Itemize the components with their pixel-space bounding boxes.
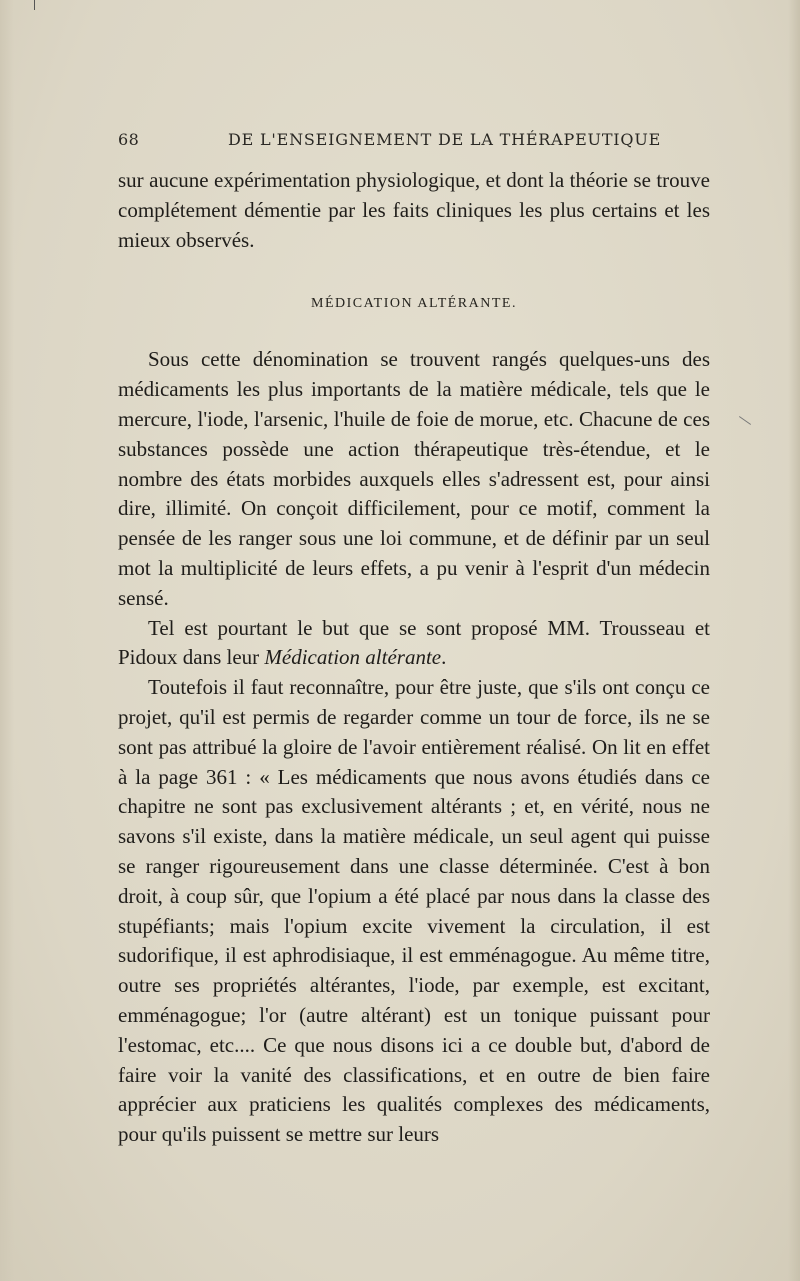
scan-mark: [739, 416, 751, 425]
body-text: [118, 166, 710, 1150]
paragraph: [118, 614, 710, 674]
page-right-shadow: [788, 0, 800, 1281]
paragraph-text: .: [441, 645, 447, 670]
paragraph: Toutefois il faut reconnaître, pour être juste, que s'ils ont conçu ce projet, qu'il est permis de regarder comme un tour de force, ils ne se sont pas attribué la gloire de l'avoir entièrement réalisé. On lit en effet à la page 361 : « Les médicaments que nous avons étudiés dans ce chapitre ne sont pas exclusivement altérants ; et, en vérité, nous ne savons s'il existe, dans la matière médicale, un seul agent qui puisse se ranger rigoureusement dans une classe déterminée. C'est à bon droit, à coup sûr, que l'opium a été placé par nous dans la classe des stupéfiants; mais l'opium excite vivement la circulation, il est sudorifique, il est aphrodisiaque, il est emménagogue. Au même titre, outre ses propriétés altérantes, l'iode, par exemple, est excitant, emménagogue; l'or (autre altérant) est un tonique puissant pour l'estomac, etc.... Ce que nous disons ici a ce double but, d'abord de faire voir la vanité des classifications, et en outre de bien faire apprécier aux praticiens les qualités complexes des médicaments, pour qu'ils puissent se mettre sur leurs: [118, 675, 710, 1147]
book-title: Médication altérante: [264, 645, 442, 670]
page-left-shadow: [0, 0, 14, 1281]
page-number: 68: [118, 130, 140, 149]
paragraph: Sous cette dénomination se trouvent rangés quelques-uns des médicaments les plus importants de la matière médicale, tels que le mercure, l'iode, l'arsenic, l'huile de foie de morue, etc. Chacune de ces substances possède une action thérapeutique très-étendue, et le nombre des états morbides auxquels elles s'adressent est, pour ainsi dire, illimité. On conçoit difficilement, pour ce motif, comment la pensée de les ranger sous une loi commune, et de définir par un seul mot la multiplicité de leurs effets, a pu venir à l'esprit d'un médecin sensé.: [118, 347, 710, 610]
paragraph-continued: sur aucune expérimentation physiologique, et dont la théorie se trouve complétement démentie par les faits cliniques les plus certains et les mieux observés.: [118, 168, 710, 252]
paragraph-text: Tel est pourtant le but que se sont proposé MM. Trousseau et Pidoux dans leur: [118, 615, 710, 670]
section-heading: MÉDICATION ALTÉRANTE.: [311, 296, 517, 312]
running-head-title: DE L'ENSEIGNEMENT DE LA THÉRAPEUTIQUE: [228, 130, 662, 149]
scan-mark: [34, 0, 35, 10]
